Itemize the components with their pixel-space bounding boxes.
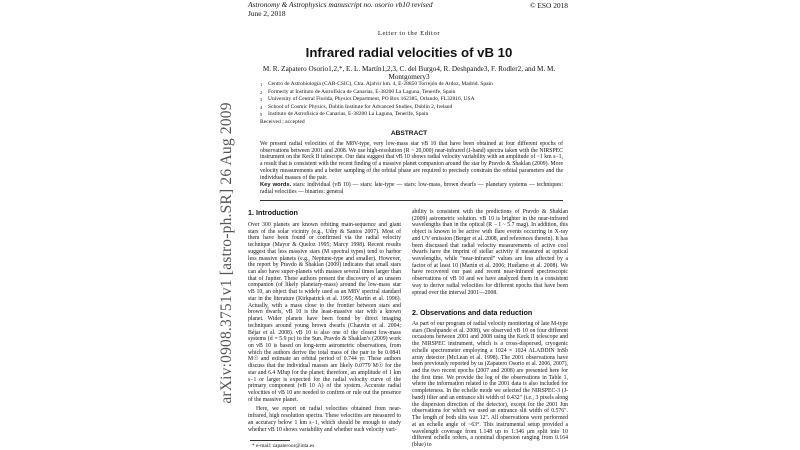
author-list: M. R. Zapatero Osorio1,2,*, E. L. Martín1,2,3, C. del Burgo4, R. Deshpande3, F. Rodler2, and M. M. Montgomery3 [262, 65, 556, 81]
arxiv-identifier: arXiv:0908.3751v1 [astro-ph.SR] 26 Aug 2009 [218, 102, 235, 404]
intro-continued-paragraph: ability is consistent with the predictions of Pravdo & Shaklan (2009) astrometric solution. vB 10 is brighter in the near-infrared wavelengths than in the optical (R − I ~ 5.7 mag). In addition, this object is known to be active with flare events occurring in X-ray and UV emission (Berger et al. 2008, and references therein). It has been discussed that radial velocity measurements of active cool dwarfs have the imprint of stellar activity if measured at optical wavelengths, while “near-infrared” values are less affected by a factor of at least 10 (Martín et al. 2006; Huélamo et al. 2008). We have recovered our past and recent near-infrared spectroscopic observations of vB 10 and we have analyzed them in a consistent way to derive radial velocities for different epochs that have been spread over the interval 2001—2008. [412, 209, 568, 296]
observations-paragraph: As part of our program of radial velocity monitoring of late M-type stars (Deshpande et al. 2008), we observed vB 10 on four different occasions between 2001 and 2008 using the Keck II telescope and the NIRSPEC instrument, which is a cross-dispersed, cryogenic echelle spectrometer employing a 1024 × 1024 ALADDIN InSb array detector (McLean et al. 1998). The 2001 observations have been previously reported by us (Zapatero Osorio et al. 2006, 2007), and the two recent epochs (2007 and 2008) are presented here for the first time. We provide the log of the observations in Table 1, where the information related to the 2001 data is also included for completeness. In the echelle mode we selected the NIRSPEC-3 (J-band) filter and an entrance slit width of 0.432″ (i.e., 3 pixels along the dispersion direction of the detector), except for the 2001 Jun observations for which we used an entrance slit width of 0.576″. The length of both slits was 12″. All observations were performed at an echelle angle of ~63°. This instrumental setup provided a wavelength coverage from 1.148 up to 1.346 μm split into 10 different echelle orders, a nominal dispersion ranging from 0.164 (blue) to [412, 321, 568, 448]
affiliation-item: 2 Formerly at Instituto de Astrofísica de Canarias, E-38200 La Laguna, Tenerife, Spain [260, 88, 456, 95]
footnote-divider [250, 440, 290, 441]
keywords-text: stars: individual (vB 10) — stars: late-type — stars: low-mass, brown dwarfs — planetary systems — techniques: radial velocities — binaries: general [260, 182, 563, 195]
journal-line: Astronomy & Astrophysics manuscript no. osorio vb10 revised [248, 0, 433, 9]
right-column-bottom [412, 321, 568, 449]
abstract-divider [260, 200, 563, 201]
abstract-text: We present radial velocities of the M8V-type, very low-mass star vB 10 that have been obtained at four different epochs of observations between 2001 and 2008. We use high-resolution (R ~ 20,000) near-infrared (J-band) spectra taken with the NIRSPEC instrument on the Keck II telescope. Our data suggest that vB 10 shows radial velocity variability with an amplitude of ~1 km s−1, a result that is consistent with the recent finding of a massive planet companion around the star by Pravdo & Shaklan (2009). More velocity measurements and a better sampling of the orbital phase are required to precisely constrain the orbital parameters and the individual masses of the pair. [260, 141, 563, 181]
affiliation-item: 1 Centro de Astrobiología (CAB-CSIC), Ctra. Ajalvir km. 4, E-28850 Torrejón de Ardoz, Madrid. Spain [260, 81, 493, 87]
intro-paragraph: Here, we report on radial velocities obtained from near-infrared, high resolution spectra. These velocities are measured to an accuracy below 1 km s−1, which should be enough to study whether vB 10 shows variability and whether such velocity vari- [248, 406, 401, 433]
observations-heading: 2. Observations and data reduction [412, 308, 533, 317]
left-column [248, 222, 401, 433]
affiliation-item: 3 University of Central Florida, Physics Department, PO Box 162385, Orlando, FL32816, USA [260, 96, 475, 103]
copyright: © ESO 2018 [529, 1, 568, 10]
affiliation-item: 5 Instituto de Astrofísica de Canarias, E-38200 La Laguna, Tenerife, Spain [260, 111, 429, 118]
footnote-email: * e-mail: zapateroor@inta.es [252, 443, 315, 449]
intro-paragraph: Over 300 planets are known orbiting main-sequence and giant stars of the solar vicinity (e.g., Udry & Santos 2007). Most of them have been found or confirmed via the radial velocity technique (Mayor & Queloz 1995; Marcy 1998). Recent results suggest that less massive stars (M spectral types) tend to harbor less massive planets (e.g., Neptune-type and smaller). However, the report by Pravdo & Shaklan (2009) indicates that small stars can also have super-planets with masses several times larger than that of Jupiter. These authors present the discovery of an unseen companion (of likely planetary-mass) around the low-mass star vB 10, an object that is widely used as an M8V spectral standard star in the literature (Kirkpatrick et al. 1995; Martín et al. 1996). Actually, with a mass close to the frontier between stars and brown dwarfs, vB 10 is the least-massive star with a known planet. Wider planets have been found by direct imaging techniques around young brown dwarfs (Chauvin et al. 2004; Béjar et al. 2008). vB 10 is also one of the closest low-mass systems (d = 5.9 pc) to the Sun. Pravdo & Shaklan’s (2009) work on vB 10 is based on long-term astrometric observations, from which the authors derive the total mass of the pair to be 0.0841 M☉ and estimate an orbital period of 0.744 yr. These authors discuss that the individual masses are likely 0.0779 M☉ for the star and 6.4 MJup for the planet; therefore, an amplitude of 1 km s−1 or larger is expected for the radial velocity curve of the primary component (vB 10 A) of the system. Accurate radial velocities of vB 10 are needed to confirm or rule out the presence of the massive planet. [248, 222, 401, 403]
arxiv-stamp [212, 88, 242, 418]
letter-label: Letter to the Editor [377, 30, 441, 37]
abstract-heading: ABSTRACT [390, 130, 428, 137]
paper-title: Infrared radial velocities of vB 10 [305, 45, 513, 60]
running-header [248, 1, 433, 19]
keywords [260, 182, 563, 195]
manuscript-date: June 2, 2018 [248, 8, 286, 18]
intro-heading: 1. Introduction [248, 208, 298, 217]
keywords-label: Key words. [260, 182, 292, 188]
right-column-top [412, 209, 568, 296]
paper-page [246, 0, 572, 450]
affiliation-list [260, 81, 493, 119]
affiliation-item: 4 School of Cosmic Physics, Dublin Institute for Advanced Studies, Dublin 2, Ireland [260, 103, 453, 110]
received-line: Received ; accepted [260, 119, 305, 125]
